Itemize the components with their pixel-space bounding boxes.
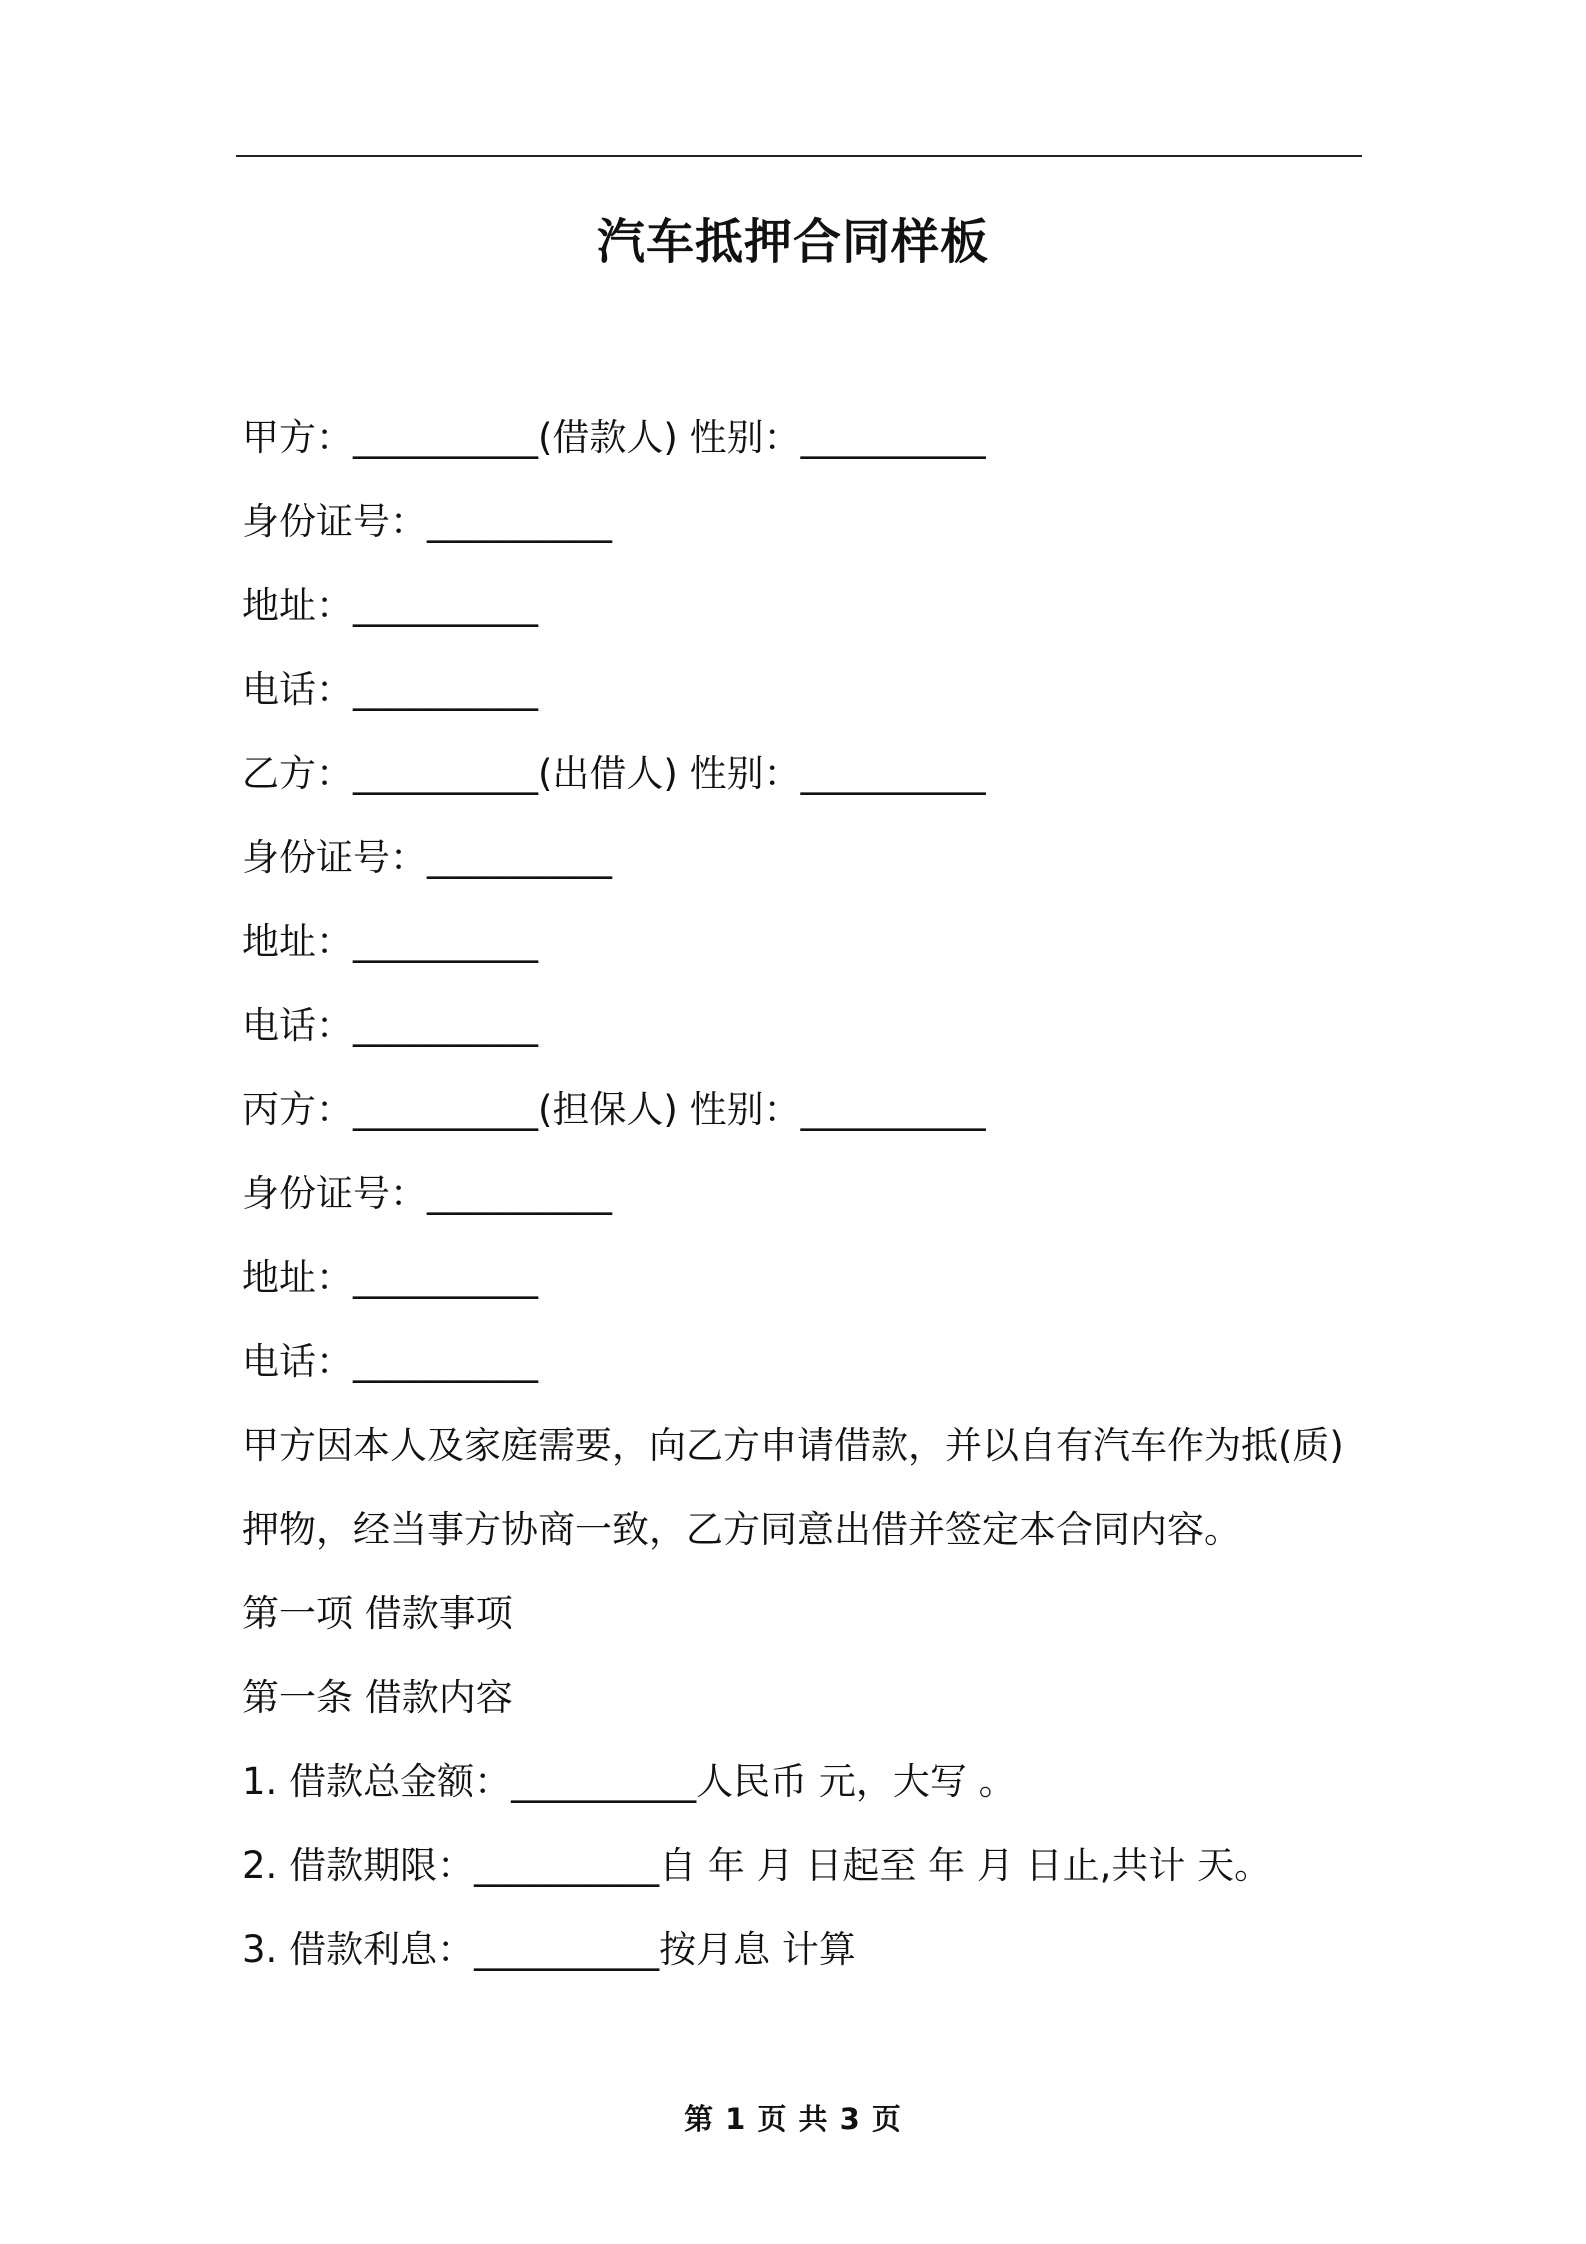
document-body <box>242 405 1372 2001</box>
article-heading: 第一条 借款内容 <box>242 1676 513 1719</box>
party-a-address-line: 地址：__________ <box>242 584 538 627</box>
party-b-address-line: 地址：__________ <box>242 920 538 963</box>
party-c-id-line: 身份证号：__________ <box>242 1172 612 1215</box>
section-heading: 第一项 借款事项 <box>242 1592 513 1635</box>
party-c-address-line: 地址：__________ <box>242 1256 538 1299</box>
party-b-name-line: 乙方：__________(出借人) 性别：__________ <box>242 752 986 795</box>
page-number-footer: 第 1 页 共 3 页 <box>684 2102 902 2136</box>
clause-loan-amount: 1. 借款总金额：__________人民币 元，大写 。 <box>242 1760 1016 1803</box>
document-title: 汽车抵押合同样板 <box>596 214 989 270</box>
party-c-phone-line: 电话：__________ <box>242 1340 538 1383</box>
party-a-phone-line: 电话：__________ <box>242 668 538 711</box>
party-c-name-line: 丙方：__________(担保人) 性别：__________ <box>242 1088 986 1131</box>
party-a-id-line: 身份证号：__________ <box>242 500 612 543</box>
preamble-line-1: 甲方因本人及家庭需要，向乙方申请借款，并以自有汽车作为抵(质) <box>242 1424 1344 1467</box>
clause-loan-interest: 3. 借款利息：__________按月息 计算 <box>242 1928 856 1971</box>
party-b-phone-line: 电话：__________ <box>242 1004 538 1047</box>
preamble-line-2: 押物，经当事方协商一致，乙方同意出借并签定本合同内容。 <box>242 1508 1241 1551</box>
clause-loan-term: 2. 借款期限：__________自 年 月 日起至 年 月 日止,共计 天。 <box>242 1844 1272 1887</box>
header-rule <box>236 155 1362 157</box>
party-b-id-line: 身份证号：__________ <box>242 836 612 879</box>
party-a-name-line: 甲方：__________(借款人) 性别：__________ <box>242 416 986 459</box>
